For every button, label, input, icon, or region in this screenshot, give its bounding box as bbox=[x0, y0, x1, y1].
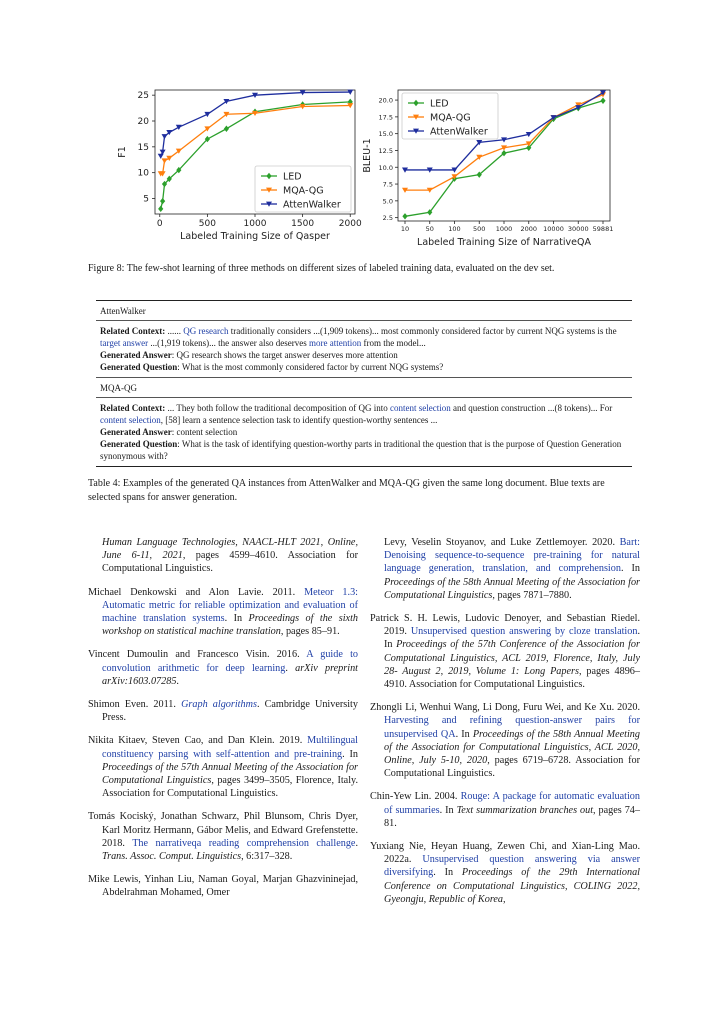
figure-8-caption: Figure 8: The few-shot learning of three methods on different sizes of labeled training data, evaluated on the dev set. bbox=[88, 263, 555, 274]
reference-entry bbox=[370, 790, 640, 830]
related-context bbox=[100, 402, 628, 426]
legend-label: AttenWalker bbox=[430, 126, 488, 138]
reference-text: Mike Lewis, Yinhan Liu, Naman Goyal, Marjan Ghazvininejad, Abdelrahman Mohamed, Omer bbox=[88, 874, 358, 899]
data-point bbox=[204, 112, 210, 117]
venue-text: Text summarization branches out bbox=[456, 804, 594, 816]
reference-text: . In bbox=[224, 613, 249, 625]
y-tick-label: 10 bbox=[137, 168, 149, 179]
related-context-label: Related Context: bbox=[100, 326, 166, 336]
paper-title-link[interactable]: Harvesting and refining question-answer pairs for unsupervised QA bbox=[384, 715, 640, 740]
qasper-f1-chart bbox=[105, 84, 363, 250]
reference-text: Vincent Dumoulin and Francesco Visin. 2016. bbox=[88, 649, 307, 661]
selected-span: content selection bbox=[390, 403, 451, 413]
y-tick-label: 5.0 bbox=[382, 197, 393, 206]
reference-text: Shimon Even. 2011. bbox=[88, 699, 182, 711]
x-tick-label: 2000 bbox=[338, 219, 362, 229]
generated-answer-label: Generated Answer bbox=[100, 427, 172, 437]
reference-text: . bbox=[285, 662, 296, 674]
x-tick-label: 2000 bbox=[520, 225, 538, 233]
y-axis-label: F1 bbox=[117, 146, 128, 158]
y-tick-label: 20 bbox=[137, 117, 149, 127]
venue-text: Proceedings of the sixth workshop on statistical machine translation bbox=[102, 613, 358, 638]
x-tick-label: 1000 bbox=[243, 219, 267, 229]
table-4-caption: Table 4: Examples of the generated QA instances from AttenWalker and MQA-QG given the same long document. Blue texts are selected spans for answer generation. bbox=[88, 478, 605, 503]
context-text: traditionally considers ...(1,909 tokens)... most commonly considered factor by current NQG systems is the bbox=[228, 326, 617, 336]
x-tick-label: 1500 bbox=[291, 219, 315, 229]
venue-text: Trans. Assoc. Comput. Linguistics bbox=[102, 851, 242, 863]
context-text: from the model... bbox=[361, 338, 426, 348]
references-right-column bbox=[370, 536, 640, 916]
venue-text: Proceedings of the 57th Conference of the Association for Computational Linguistics, ACL 2019, Florence, Italy, July 28- August 2, 2019, Volume 1: Long Papers bbox=[384, 639, 640, 677]
generated-answer bbox=[100, 349, 628, 361]
reference-entry bbox=[88, 698, 358, 724]
reference-entry bbox=[88, 536, 358, 576]
y-tick-label: 5 bbox=[143, 194, 149, 205]
paper-title-link[interactable]: Bart: Denoising sequence-to-sequence pre-training for natural language generation, translation, and comprehension bbox=[384, 537, 640, 575]
legend-label: LED bbox=[430, 98, 449, 110]
reference-text: , pages 6719–6728. Association for Computational Linguistics. bbox=[384, 755, 640, 780]
y-axis-label: BLEU-1 bbox=[362, 138, 373, 173]
generated-question-text: : What is the task of identifying question-worthy parts in traditional the question that is the purpose of Question Generation synonymous with? bbox=[100, 439, 622, 461]
reference-text: . Cambridge University Press. bbox=[102, 699, 358, 724]
context-text: ... They both follow the traditional decomposition of QG into bbox=[165, 403, 391, 413]
x-axis-label: Labeled Training Size of Qasper bbox=[180, 231, 330, 242]
reference-text: , pages 7871–7880. bbox=[492, 589, 572, 601]
context-text: ...... bbox=[165, 326, 184, 336]
reference-entry bbox=[370, 536, 640, 602]
paper-title-link[interactable]: Rouge: A package for automatic evaluation of summaries bbox=[384, 791, 640, 816]
paper-title-link[interactable]: Unsupervised question answering via answer diversifying bbox=[384, 854, 640, 879]
y-tick-label: 7.5 bbox=[382, 180, 393, 189]
generated-answer-label: Generated Answer bbox=[100, 350, 172, 360]
reference-text: . In bbox=[439, 804, 457, 816]
generated-answer-text: : content selection bbox=[171, 427, 238, 437]
venue-text: Proceedings of the 29th International Conference on Computational Linguistics, COLING 2022, Gyeongju, Republic of Korea, bbox=[384, 867, 640, 905]
data-point bbox=[176, 125, 182, 130]
reference-text: Levy, Veselin Stoyanov, and Luke Zettlemoyer. 2020. bbox=[384, 537, 620, 548]
table-method-header: AttenWalker bbox=[96, 301, 632, 321]
table-4 bbox=[96, 300, 632, 467]
table-example-body bbox=[96, 398, 632, 467]
x-tick-label: 1000 bbox=[495, 225, 513, 233]
x-tick-label: 50 bbox=[425, 225, 434, 233]
related-context-label: Related Context: bbox=[100, 403, 166, 413]
x-tick-label: 10000 bbox=[543, 225, 564, 233]
legend bbox=[255, 166, 351, 212]
reference-text: Nikita Kitaev, Steven Cao, and Dan Klein. 2019. bbox=[88, 735, 308, 747]
y-tick-label: 17.5 bbox=[378, 113, 393, 122]
reference-entry bbox=[88, 734, 358, 800]
reference-text: , pages 4896–4910. Association for Computational Linguistics. bbox=[384, 665, 640, 691]
data-point bbox=[160, 198, 165, 204]
data-point bbox=[158, 206, 163, 212]
context-text: ...(1,919 tokens)... the answer also deserves bbox=[148, 338, 310, 348]
book-title-link[interactable]: Graph algorithms bbox=[181, 699, 257, 711]
y-tick-label: 20.0 bbox=[378, 96, 393, 105]
data-point bbox=[162, 134, 168, 139]
venue-text: Human Language Technologies, NAACL-HLT 2021, Online, June 6-11, 2021 bbox=[102, 537, 358, 562]
reference-entry bbox=[370, 840, 640, 906]
data-point bbox=[224, 126, 229, 132]
selected-span: target answer bbox=[100, 338, 149, 348]
context-text: and question construction ...(8 tokens)... For bbox=[450, 403, 613, 413]
narrativeqa-bleu-chart bbox=[360, 84, 620, 250]
reference-text: . In bbox=[620, 563, 640, 575]
reference-text: , pages 85–91. bbox=[280, 626, 340, 638]
reference-text: , pages 3499–3505, Florence, Italy. Association for Computational Linguistics. bbox=[102, 775, 358, 800]
legend-label: LED bbox=[283, 171, 302, 183]
y-tick-label: 12.5 bbox=[378, 146, 393, 155]
legend-label: MQA-QG bbox=[430, 112, 471, 124]
reference-text: Tomás Kociský, Jonathan Schwarz, Phil Blunsom, Chris Dyer, Karl Moritz Hermann, Gábor Melis, and Edward Grefenstette. 2018. bbox=[88, 811, 358, 849]
generated-question-text: : What is the most commonly considered factor by current NQG systems? bbox=[177, 362, 444, 372]
reference-entry bbox=[88, 810, 358, 863]
x-tick-label: 500 bbox=[198, 219, 216, 229]
x-tick-label: 100 bbox=[448, 225, 461, 233]
paper-title-link[interactable]: The narrativeqa reading comprehension challenge bbox=[132, 837, 356, 849]
reference-text: . In bbox=[455, 728, 473, 740]
generated-question-label: Generated Question bbox=[100, 362, 178, 372]
series-mqaqg bbox=[158, 103, 354, 176]
y-tick-label: 15 bbox=[137, 142, 149, 153]
table-method-header: MQA-QG bbox=[96, 378, 632, 398]
data-point bbox=[402, 213, 407, 219]
reference-text: . In bbox=[433, 867, 462, 879]
generated-question-label: Generated Question bbox=[100, 439, 178, 449]
reference-text: Chin-Yew Lin. 2004. bbox=[370, 791, 461, 803]
related-context bbox=[100, 325, 628, 349]
reference-text: . In bbox=[384, 626, 640, 651]
legend-label: AttenWalker bbox=[283, 199, 341, 211]
x-tick-label: 30000 bbox=[567, 225, 589, 233]
paper-title-link[interactable]: A guide to convolution arithmetic for deep learning bbox=[102, 649, 358, 674]
paper-title-link[interactable]: Multilingual constituency parsing with self-attention and pre-training bbox=[102, 735, 358, 760]
reference-text: , pages 4599–4610. Association for Computational Linguistics. bbox=[102, 550, 358, 575]
selected-span: more attention bbox=[309, 338, 362, 348]
y-tick-label: 25 bbox=[137, 91, 149, 102]
legend-label: MQA-QG bbox=[283, 185, 324, 197]
venue-text: Proceedings of the 58th Annual Meeting of the Association for Computational Linguistics, ACL 2020, Online, July 5-10, 2020 bbox=[384, 728, 640, 767]
reference-entry bbox=[88, 648, 358, 688]
y-tick-label: 2.5 bbox=[382, 214, 393, 223]
reference-text: Yuxiang Nie, Heyan Huang, Zewen Chi, and Xian-Ling Mao. 2022a. bbox=[370, 841, 640, 866]
reference-text: . bbox=[355, 837, 358, 849]
y-tick-label: 10.0 bbox=[378, 163, 393, 172]
venue-text: arXiv preprint arXiv:1603.07285 bbox=[102, 662, 358, 687]
series-line bbox=[161, 106, 351, 174]
data-point bbox=[600, 98, 605, 104]
x-tick-label: 59881 bbox=[592, 225, 614, 233]
reference-text: . In bbox=[342, 748, 358, 760]
venue-text: Proceedings of the 57th Annual Meeting of the Association for Computational Linguistics bbox=[102, 761, 358, 787]
reference-text: Michael Denkowski and Alon Lavie. 2011. bbox=[88, 586, 305, 598]
venue-text: Proceedings of the 58th Annual Meeting of the Association for Computational Linguistics bbox=[384, 576, 640, 601]
reference-entry bbox=[88, 873, 358, 899]
generated-answer bbox=[100, 426, 628, 438]
reference-text: , pages 74–81. bbox=[384, 804, 640, 829]
reference-text: . bbox=[176, 675, 179, 687]
x-tick-label: 10 bbox=[400, 225, 410, 233]
x-axis-label: Labeled Training Size of NarrativeQA bbox=[417, 237, 591, 248]
table-example-body bbox=[96, 321, 632, 378]
paper-title-link[interactable]: Meteor 1.3: Automatic metric for reliable optimization and evaluation of machine translation systems bbox=[102, 586, 358, 625]
selected-span: QG research bbox=[183, 326, 229, 336]
selected-span: content selection bbox=[100, 415, 161, 425]
y-tick-label: 15.0 bbox=[378, 130, 393, 139]
reference-text: Zhongli Li, Wenhui Wang, Li Dong, Furu Wei, and Ke Xu. 2020. bbox=[370, 702, 640, 714]
reference-text: , 6:317–328. bbox=[241, 851, 293, 863]
generated-question bbox=[100, 361, 628, 373]
x-tick-label: 0 bbox=[156, 219, 163, 229]
reference-entry bbox=[88, 586, 358, 639]
reference-entry bbox=[370, 701, 640, 780]
series-line bbox=[161, 92, 351, 156]
reference-text: Patrick S. H. Lewis, Ludovic Denoyer, and Sebastian Riedel. 2019. bbox=[370, 613, 640, 638]
legend bbox=[402, 93, 498, 139]
context-text: , [58] learn a sentence selection task to identify question-worthy sentences ... bbox=[160, 415, 438, 425]
references-left-column bbox=[88, 536, 358, 910]
paper-title-link[interactable]: Unsupervised question answering by cloze translation bbox=[410, 626, 638, 638]
data-point bbox=[162, 158, 168, 163]
x-tick-label: 500 bbox=[473, 225, 486, 233]
generated-answer-text: : QG research shows the target answer deserves more attention bbox=[171, 350, 398, 360]
series-attenwalker bbox=[158, 90, 354, 159]
data-point bbox=[158, 154, 164, 159]
generated-question bbox=[100, 438, 628, 462]
reference-entry bbox=[370, 612, 640, 691]
